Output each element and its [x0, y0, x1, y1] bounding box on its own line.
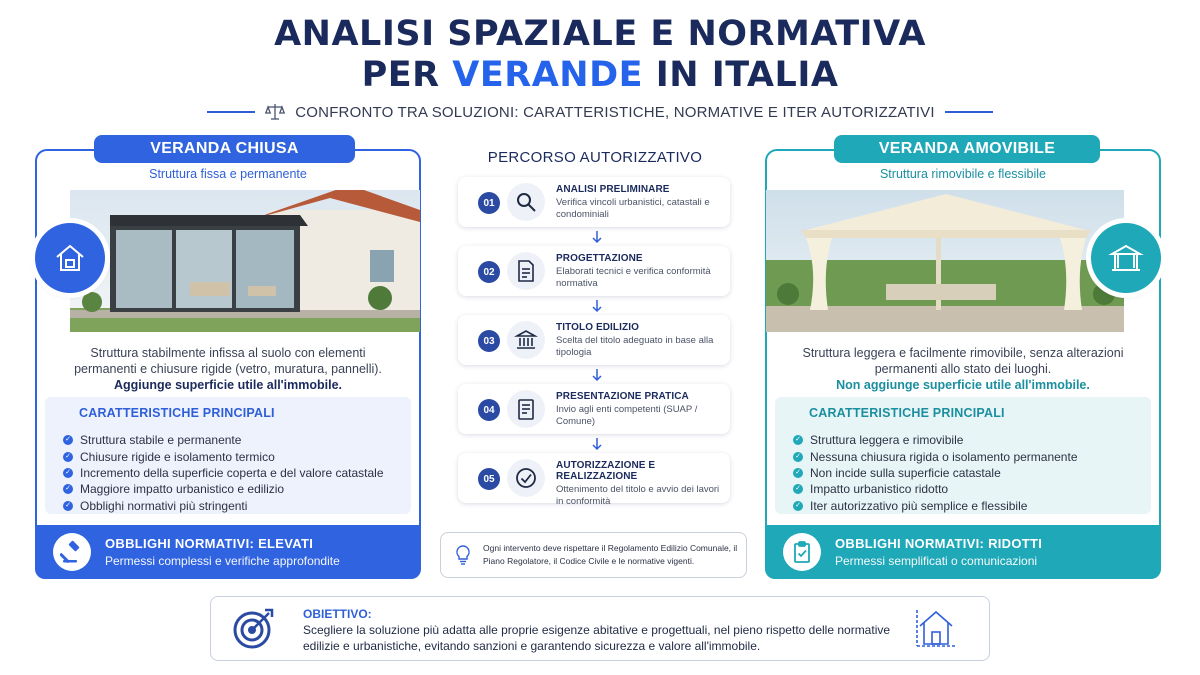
- house-icon: [35, 223, 105, 293]
- step-titolo-edilizio: [458, 315, 730, 365]
- arrow-down-icon: [590, 299, 604, 313]
- obligations-subtitle: Permessi semplificati o comunicazioni: [835, 554, 1038, 568]
- feature-label: Non incide sulla superficie catastale: [810, 465, 1001, 480]
- list-item: [793, 448, 1151, 464]
- check-icon: ✓: [793, 468, 803, 478]
- step-number: 05: [478, 468, 500, 490]
- regulation-note: [440, 532, 747, 578]
- house-outline-icon: [914, 606, 958, 650]
- list-item: [63, 465, 411, 481]
- tag-veranda-chiusa: VERANDA CHIUSA: [94, 135, 355, 163]
- step-title: PRESENTAZIONE PRATICA: [556, 391, 689, 402]
- obligations-subtitle: Permessi complessi e verifiche approfondite: [105, 554, 340, 568]
- title-line-1: ANALISI SPAZIALE E NORMATIVA: [274, 14, 926, 54]
- check-icon: ✓: [793, 484, 803, 494]
- feature-label: Iter autorizzativo più semplice e flessibile: [810, 498, 1028, 513]
- subtitle-divider-right: [945, 111, 993, 113]
- list-item: [793, 432, 1151, 448]
- obligations-banner-high: [35, 525, 421, 579]
- feature-label: Incremento della superficie coperta e del valore catastale: [80, 465, 384, 480]
- step-number: 02: [478, 261, 500, 283]
- step-title: AUTORIZZAZIONE E REALIZZAZIONE: [556, 460, 656, 482]
- obligations-banner-low: [765, 525, 1161, 579]
- subtitle-divider-left: [207, 111, 255, 113]
- step-description: Verifica vincoli urbanistici, catastali e condominiali: [556, 197, 710, 220]
- step-description: Ottenimento del titolo e avvio dei lavori in conformità: [556, 484, 720, 507]
- veranda-amovibile-features: [775, 397, 1151, 514]
- veranda-amovibile-description-text: Struttura leggera e facilmente rimovibile, senza alterazioni permanenti allo stato dei luoghi.: [802, 346, 1124, 376]
- list-item: [63, 498, 411, 514]
- veranda-chiusa-description-bold: Aggiunge superficie utile all'immobile.: [113, 378, 342, 392]
- note-text: Ogni intervento deve rispettare il Regolamento Edilizio Comunale, il Piano Regolatore, il Codice Civile e le normative vigenti.: [483, 543, 738, 566]
- step-description: Elaborati tecnici e verifica conformità normativa: [556, 266, 711, 289]
- check-icon: ✓: [793, 501, 803, 511]
- veranda-chiusa-description: [60, 345, 396, 393]
- page-subtitle: CONFRONTO TRA SOLUZIONI: CARATTERISTICHE, NORMATIVE E ITER AUTORIZZATIVI: [295, 103, 935, 121]
- veranda-chiusa-photo: [70, 190, 420, 332]
- objective-box: [210, 596, 990, 661]
- tag-veranda-amovibile: VERANDA AMOVIBILE: [834, 135, 1100, 163]
- tent-icon: [1091, 223, 1161, 293]
- title-suffix: IN ITALIA: [643, 55, 839, 95]
- step-description: Scelta del titolo adeguato in base alla tipologia: [556, 335, 714, 358]
- arrow-down-icon: [590, 230, 604, 244]
- veranda-amovibile-photo: [766, 190, 1124, 332]
- lightbulb-icon: [453, 544, 473, 566]
- list-item: [793, 465, 1151, 481]
- document-icon: [507, 252, 545, 290]
- feature-label: Nessuna chiusura rigida o isolamento permanente: [810, 449, 1078, 464]
- page-title: [0, 14, 1200, 96]
- veranda-chiusa-description-text: Struttura stabilmente infissa al suolo con elementi permanenti e chiusure rigide (vetro, muratura, pannelli).: [74, 346, 382, 376]
- list-item: [63, 432, 411, 448]
- step-number: 01: [478, 192, 500, 214]
- step-progettazione: [458, 246, 730, 296]
- list-item: [63, 448, 411, 464]
- step-title: TITOLO EDILIZIO: [556, 322, 639, 333]
- step-presentazione-pratica: [458, 384, 730, 434]
- objective-text: Scegliere la soluzione più adatta alle proprie esigenze abitative e progettuali, nel pieno rispetto delle normative edilizie e urbanistiche, evitando sanzioni e garantendo sicurezza e valore all'immobile.: [303, 623, 891, 653]
- veranda-amovibile-description: [790, 345, 1136, 393]
- step-autorizzazione: [458, 453, 730, 507]
- path-title: PERCORSO AUTORIZZATIVO: [487, 149, 703, 166]
- feature-label: Struttura leggera e rimovibile: [810, 433, 964, 448]
- gavel-icon: [53, 533, 91, 571]
- veranda-amovibile-description-bold: Non aggiunge superficie utile all'immobile.: [836, 378, 1090, 392]
- check-icon: ✓: [63, 452, 73, 462]
- arrow-down-icon: [590, 368, 604, 382]
- subtitle-row: [218, 101, 982, 123]
- list-item: [793, 481, 1151, 497]
- target-icon: [231, 605, 277, 651]
- step-title: ANALISI PRELIMINARE: [556, 184, 670, 195]
- features-title: CARATTERISTICHE PRINCIPALI: [79, 406, 275, 420]
- veranda-amovibile-subtitle: Struttura rimovibile e flessibile: [879, 167, 1047, 181]
- feature-label: Struttura stabile e permanente: [80, 433, 242, 448]
- form-icon: [507, 390, 545, 428]
- objective-title: OBIETTIVO:: [303, 607, 372, 621]
- check-icon: ✓: [63, 484, 73, 494]
- step-title: PROGETTAZIONE: [556, 253, 643, 264]
- feature-label: Obblighi normativi più stringenti: [80, 498, 248, 513]
- feature-label: Maggiore impatto urbanistico e edilizio: [80, 482, 285, 497]
- step-number: 03: [478, 330, 500, 352]
- building-icon: [507, 321, 545, 359]
- obligations-title: OBBLIGHI NORMATIVI: RIDOTTI: [835, 536, 1043, 551]
- check-icon: ✓: [793, 452, 803, 462]
- check-icon: ✓: [63, 435, 73, 445]
- list-item: [793, 498, 1151, 514]
- veranda-chiusa-features: [45, 397, 411, 514]
- obligations-title: OBBLIGHI NORMATIVI: ELEVATI: [105, 536, 314, 551]
- step-description: Invio agli enti competenti (SUAP / Comune): [556, 404, 698, 427]
- feature-label: Chiusure rigide e isolamento termico: [80, 449, 275, 464]
- step-analisi-preliminare: [458, 177, 730, 227]
- clipboard-check-icon: [783, 533, 821, 571]
- title-line-2: [0, 55, 1200, 96]
- check-circle-icon: [507, 459, 545, 497]
- feature-label: Impatto urbanistico ridotto: [810, 482, 949, 497]
- features-title: CARATTERISTICHE PRINCIPALI: [809, 406, 1005, 420]
- list-item: [63, 481, 411, 497]
- title-prefix: PER: [361, 55, 453, 95]
- title-accent: VERANDE: [452, 55, 644, 95]
- check-icon: ✓: [793, 435, 803, 445]
- step-number: 04: [478, 399, 500, 421]
- check-icon: ✓: [63, 501, 73, 511]
- arrow-down-icon: [590, 437, 604, 451]
- check-icon: ✓: [63, 468, 73, 478]
- magnifier-icon: [507, 183, 545, 221]
- veranda-chiusa-subtitle: Struttura fissa e permanente: [149, 167, 307, 181]
- scales-icon: [265, 102, 285, 122]
